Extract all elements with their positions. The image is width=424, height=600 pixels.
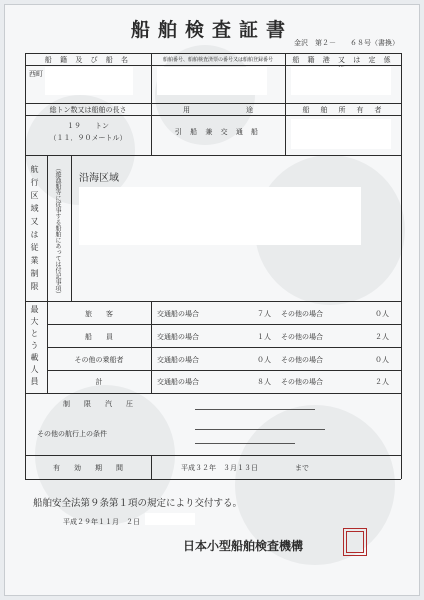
crew-case-a: 交通船の場合 [157, 310, 199, 318]
issuer-name: 日本小型船舶検査機構 [183, 539, 304, 553]
crew-count-a: １人 [257, 333, 271, 341]
redacted-issue-detail [145, 513, 195, 525]
crew-case-a: 交通船の場合 [157, 378, 199, 386]
length-value: （１１．９０メートル） [49, 134, 127, 142]
redacted-navigation-detail [79, 187, 361, 245]
rule [25, 301, 401, 302]
crew-count-b: ０人 [375, 310, 389, 318]
crew-count-a: ７人 [257, 310, 271, 318]
rule [151, 455, 152, 479]
official-seal [343, 528, 367, 556]
validity-until: まで [295, 464, 309, 472]
use-label: 用 途 [183, 106, 253, 114]
validity-label: 有 効 期 間 [53, 464, 123, 472]
issue-date: 平成２９年１１月 ２日 [63, 518, 140, 526]
certificate-page [4, 4, 420, 596]
pressure-limit-label: 制 限 汽 圧 [63, 400, 133, 408]
use-value: 引 船 兼 交 通 船 [174, 128, 262, 136]
redacted-port [291, 67, 391, 95]
crew-case-b: その他の場合 [281, 333, 323, 341]
validity-date: 平成３２年 ３月１３日 [181, 464, 258, 472]
rule [25, 115, 401, 116]
crew-count-b: ２人 [375, 378, 389, 386]
crew-case-b: その他の場合 [281, 310, 323, 318]
rule [401, 53, 402, 479]
rule [25, 155, 401, 156]
rule [47, 347, 401, 348]
redacted-ship-name [45, 67, 133, 95]
crew-case-b: その他の場合 [281, 356, 323, 364]
rule [25, 479, 401, 480]
crew-category: 船 員 [85, 333, 113, 341]
rule [151, 53, 152, 155]
owner-label: 船 舶 所 有 者 [302, 106, 384, 114]
rule [25, 103, 401, 104]
navigation-note: （遊漁船等に従事する船舶にあっては付記事項） [54, 165, 61, 297]
port-of-registry-label: 船 籍 港 又 は 定 係 [292, 56, 394, 64]
dash-line [195, 409, 315, 410]
rule [25, 455, 401, 456]
crew-category: 旅 客 [85, 310, 113, 318]
tonnage-label: 総トン数又は船舶の長さ [49, 106, 127, 114]
rule [25, 53, 401, 54]
crew-label: 最大とう載人員 [30, 305, 39, 389]
ship-number-label: 船舶番号、船舶検査済票の番号又は船舶登録番号 [162, 57, 273, 63]
ship-name-prefix: 西町 [29, 70, 43, 78]
ship-name-label: 船 籍 及 び 船 名 [44, 56, 132, 64]
crew-category: 計 [95, 378, 103, 386]
rule [25, 53, 26, 479]
navigation-value: 沿海区域 [79, 173, 119, 184]
redacted-ship-number [157, 67, 267, 95]
rule [25, 393, 401, 394]
rule [47, 324, 401, 325]
certificate-number: 金沢 第２－ ６８号（書換） [294, 39, 399, 47]
crew-count-a: ８人 [257, 378, 271, 386]
crew-count-a: ０人 [257, 356, 271, 364]
certificate-title: 船舶検査証書 [130, 19, 293, 41]
tonnage-value: １９ トン [67, 122, 109, 130]
crew-case-a: 交通船の場合 [157, 356, 199, 364]
conditions-label: その他の航行上の条件 [37, 430, 107, 438]
rule [47, 370, 401, 371]
navigation-label: 航行区域又は従業制限 [30, 165, 39, 295]
dash-line [195, 443, 295, 444]
crew-count-b: ０人 [375, 356, 389, 364]
redacted-owner [291, 119, 391, 149]
crew-case-b: その他の場合 [281, 378, 323, 386]
crew-count-b: ２人 [375, 333, 389, 341]
issue-statement: 船舶安全法第９条第１項の規定により交付する。 [33, 498, 243, 509]
crew-category: その他の乗船者 [74, 356, 124, 364]
dash-line [195, 429, 325, 430]
rule [71, 155, 72, 301]
crew-case-a: 交通船の場合 [157, 333, 199, 341]
